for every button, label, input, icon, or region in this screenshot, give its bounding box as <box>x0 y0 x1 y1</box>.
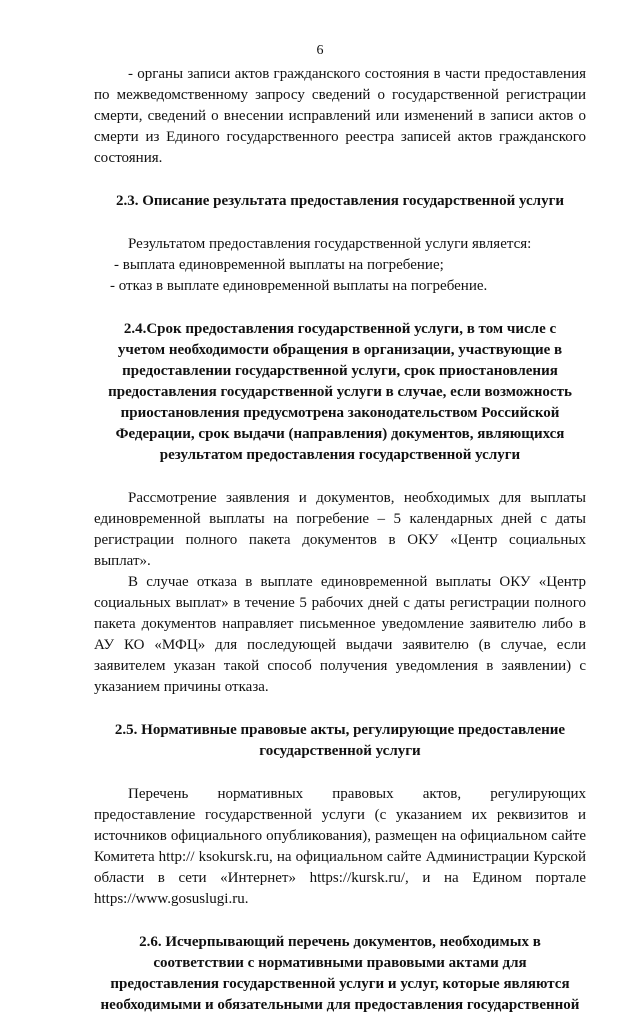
section-2-3-item: - выплата единовременной выплаты на погребение; <box>114 257 444 273</box>
section-2-3-lead: Результатом предоставления государственной услуги является: <box>128 236 532 252</box>
page-content <box>94 64 586 1016</box>
section-2-3-heading: 2.3. Описание результата предоставления государственной услуги <box>115 193 565 209</box>
section-2-4-heading: 2.4.Срок предоставления государственной услуги, в том числе с учетом необходимости обращения в организации, участвующие в предоставлении государственной услуги, срок приостановления предоставления государственной услуги в случае, если возможность приостановления предусмотрена законодательством Российской Федерации, срок выдачи (направления) документов, являющихся результатом предоставления государственной услуги <box>108 321 572 463</box>
section-2-4-paragraph-1: Рассмотрение заявления и документов, необходимых для выплаты единовременной выплаты на погребение – 5 календарных дней с даты регистрации полного пакета документов в ОКУ «Центр социальных выплат». <box>94 490 586 569</box>
section-2-5-heading: 2.5. Нормативные правовые акты, регулирующие предоставление государственной услуги <box>114 722 566 759</box>
page-number: 6 <box>316 43 324 58</box>
section-2-5-paragraph-1: Перечень нормативных правовых актов, регулирующих предоставление государственной услуги (с указанием их реквизитов и источников официального опубликования), размещен на официальном сайте Комитета http:// ksokursk.ru, на официальном сайте Администрации Курской области в сети «Интернет» https://kursk.ru/, и на Едином портале https://www.gosuslugi.ru. <box>94 786 586 907</box>
section-2-4-paragraph-2: В случае отказа в выплате единовременной выплаты ОКУ «Центр социальных выплат» в течение 5 рабочих дней с даты регистрации полного пакета документов направляет письменное уведомление заявителю либо в АУ КО «МФЦ» для последующей выдачи заявителю (в случае, если заявителем указан такой способ получения уведомления в заявлении) с указанием причины отказа. <box>94 574 586 695</box>
intro-paragraph: - органы записи актов гражданского состояния в части предоставления по межведомственному запросу сведений о государственной регистрации смерти, сведений о внесении исправлений или изменений в записи актов о смерти из Единого государственного реестра записей актов гражданского состояния. <box>94 66 586 166</box>
section-2-6-heading: 2.6. Исчерпывающий перечень документов, необходимых в соответствии с нормативными правовыми актами для предоставления государственной услуги и услуг, которые являются необходимыми и обязательными для предоставления государственной <box>100 934 580 1013</box>
section-2-3-item: - отказ в выплате единовременной выплаты на погребение. <box>110 278 488 294</box>
